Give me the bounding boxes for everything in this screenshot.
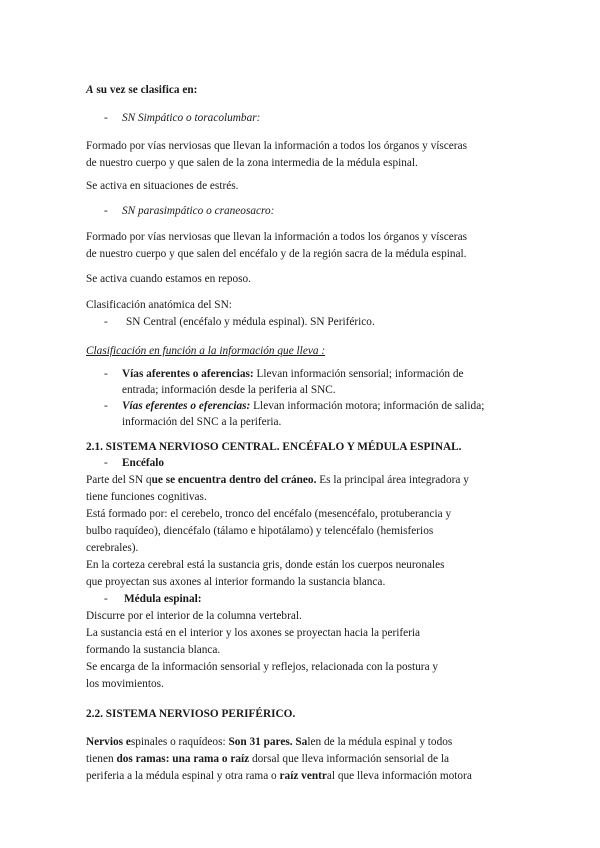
section-subtitle: Clasificación en función a la información que lleva : xyxy=(86,345,326,357)
paragraph-line: Parte del SN que se encuentra dentro del cráneo. Es la principal área integradora y xyxy=(86,474,469,486)
paragraph-line: Clasificación anatómica del SN: xyxy=(86,299,232,311)
sympathetic-heading: SN Simpático o toracolumbar: xyxy=(122,112,261,124)
paragraph-line: Formado por vías nerviosas que llevan la información a todos los órganos y vísceras xyxy=(86,231,467,243)
paragraph-line: tiene funciones cognitivas. xyxy=(86,491,207,503)
paragraph-line: periferia a la médula espinal y otra rama o raíz ventral que lleva información motora xyxy=(86,770,472,782)
list-dash: - xyxy=(104,112,108,124)
paragraph-line: La sustancia está en el interior y los axones se proyectan hacia la periferia xyxy=(86,627,421,639)
list-item: Vías eferentes o eferencias: Llevan información motora; información de salida; xyxy=(122,400,485,412)
paragraph-line: de nuestro cuerpo y que salen de la zona intermedia de la médula espinal. xyxy=(86,157,418,169)
list-item-continuation: información del SNC a la periferia. xyxy=(122,416,282,428)
paragraph-line: que proyectan sus axones al interior formando la sustancia blanca. xyxy=(86,576,386,588)
paragraph-line: En la corteza cerebral está la sustancia gris, donde están los cuerpos neuronales xyxy=(86,559,445,571)
list-item: SN Central (encéfalo y médula espinal). SN Periférico. xyxy=(126,316,375,328)
parasympathetic-heading: SN parasimpático o craneosacro: xyxy=(122,205,275,217)
section-heading: 2.1. SISTEMA NERVIOSO CENTRAL. ENCÉFALO Y MÉDULA ESPINAL. xyxy=(86,441,462,453)
list-dash: - xyxy=(104,457,108,469)
paragraph-line: los movimientos. xyxy=(86,678,164,690)
subsection-heading: Encéfalo xyxy=(122,457,165,469)
list-item-continuation: entrada; información desde la periferia al SNC. xyxy=(122,384,336,396)
paragraph-line: Nervios espinales o raquídeos: Son 31 pares. Salen de la médula espinal y todos xyxy=(86,736,453,748)
paragraph-line: cerebrales). xyxy=(86,542,139,554)
paragraph-line: Formado por vías nerviosas que llevan la información a todos los órganos y vísceras xyxy=(86,140,467,152)
paragraph-line: de nuestro cuerpo y que salen del encéfalo y de la región sacra de la médula espinal. xyxy=(86,248,467,260)
subsection-heading: Médula espinal: xyxy=(124,593,202,605)
paragraph-line: tienen dos ramas: una rama o raíz dorsal que lleva información sensorial de la xyxy=(86,753,449,765)
paragraph-line: bulbo raquídeo), diencéfalo (tálamo e hipotálamo) y telencéfalo (hemisferios xyxy=(86,525,434,537)
list-dash: - xyxy=(104,316,108,328)
list-item: Vías aferentes o aferencias: Llevan información sensorial; información de xyxy=(122,368,464,380)
paragraph-line: Se activa en situaciones de estrés. xyxy=(86,180,239,192)
classification-intro: A su vez se clasifica en: xyxy=(86,84,198,96)
section-heading: 2.2. SISTEMA NERVIOSO PERIFÉRICO. xyxy=(86,708,296,720)
paragraph-line: formando la sustancia blanca. xyxy=(86,644,221,656)
paragraph-line: Se activa cuando estamos en reposo. xyxy=(86,273,252,285)
list-dash: - xyxy=(104,400,108,412)
paragraph-line: Discurre por el interior de la columna vertebral. xyxy=(86,610,302,622)
list-dash: - xyxy=(104,205,108,217)
paragraph-line: Está formado por: el cerebelo, tronco del encéfalo (mesencéfalo, protuberancia y xyxy=(86,508,452,520)
list-dash: - xyxy=(104,368,108,380)
list-dash: - xyxy=(104,593,108,605)
paragraph-line: Se encarga de la información sensorial y reflejos, relacionada con la postura y xyxy=(86,661,439,673)
